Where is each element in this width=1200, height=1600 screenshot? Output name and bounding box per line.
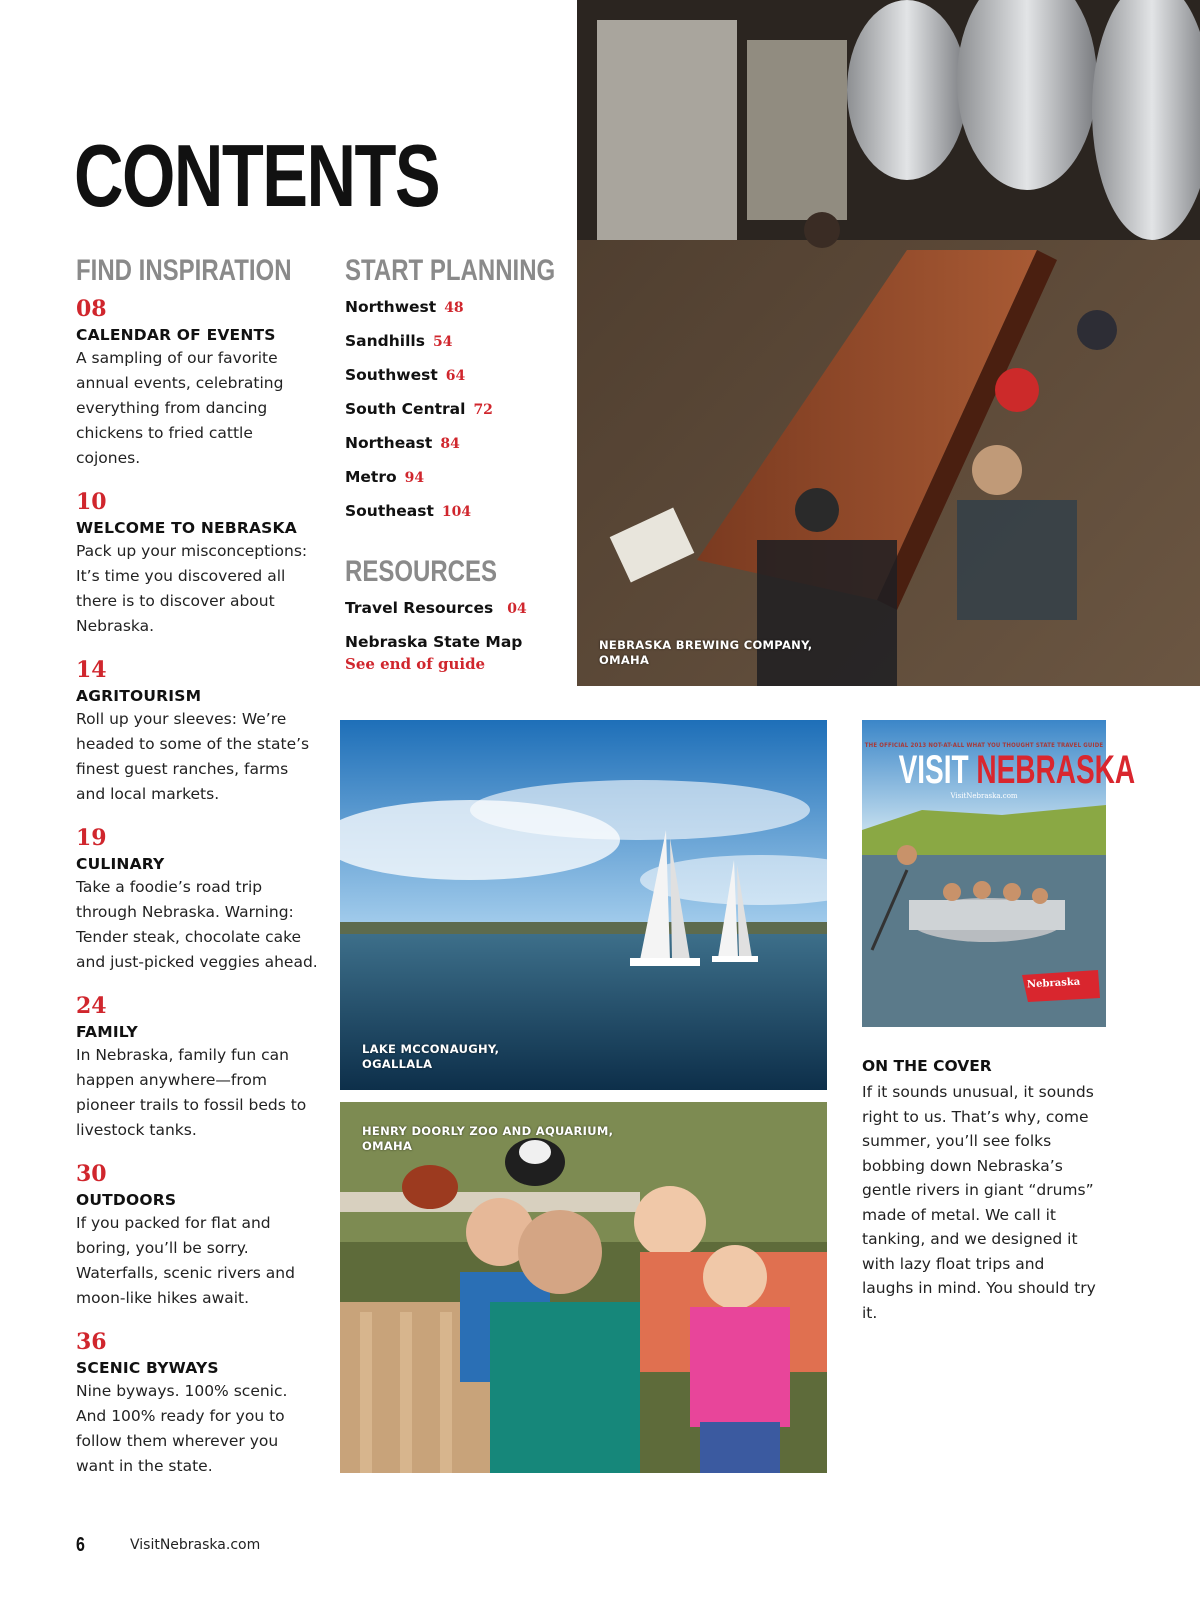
- region-link-south-central[interactable]: [345, 398, 493, 421]
- region-name: Sandhills: [345, 332, 425, 350]
- caption-line: OGALLALA: [362, 1057, 433, 1071]
- entry-title: CALENDAR OF EVENTS: [76, 326, 276, 344]
- region-link-sandhills[interactable]: [345, 330, 452, 353]
- cover-tagline: THE OFFICIAL 2013 NOT-AT-ALL WHAT YOU THOUGHT STATE TRAVEL GUIDE: [864, 742, 1104, 749]
- entry-description: If you packed for flat and boring, you’ll be sorry. Waterfalls, scenic rivers and moon-like hikes await.: [76, 1214, 295, 1307]
- region-page-number: 94: [404, 470, 425, 486]
- entry-description: Roll up your sleeves: We’re headed to some of the state’s finest guest ranches, farms and local markets.: [76, 710, 310, 803]
- travel-resources-link[interactable]: [345, 597, 527, 620]
- region-page-number: 54: [432, 334, 453, 350]
- on-the-cover-description: If it sounds unusual, it sounds right to us. That’s why, come summer, you’ll see folks bobbing down Nebraska’s gentle rivers in giant “drums” made of metal. We call it tanking, and we designed it with lazy float trips and laughs in mind. You should try it.: [862, 1083, 1096, 1322]
- zoo-photo-caption: [362, 1124, 613, 1154]
- region-page-number: 84: [440, 436, 460, 452]
- caption-line: OMAHA: [362, 1139, 413, 1153]
- region-name: Northeast: [345, 434, 433, 452]
- region-name: Southwest: [345, 366, 438, 384]
- entry-page-number: 36: [76, 1329, 107, 1355]
- entry-page-number: 30: [76, 1161, 107, 1187]
- entry-description: In Nebraska, family fun can happen anywhere—from pioneer trails to fossil beds to livestock tanks.: [76, 1046, 307, 1139]
- page-title: CONTENTS: [74, 126, 440, 225]
- zoo-scene-illustration: [340, 1102, 827, 1473]
- state-map-link[interactable]: [345, 631, 522, 675]
- resources-heading: RESOURCES: [345, 555, 498, 588]
- region-name: South Central: [345, 400, 466, 418]
- toc-entry-agritourism[interactable]: [76, 657, 321, 807]
- toc-entry-culinary[interactable]: [76, 825, 321, 975]
- caption-line: NEBRASKA BREWING COMPANY,: [599, 638, 813, 652]
- region-name: Northwest: [345, 298, 437, 316]
- entry-page-number: 10: [76, 489, 107, 515]
- caption-line: OMAHA: [599, 653, 650, 667]
- entry-page-number: 14: [76, 657, 107, 683]
- region-name: Southeast: [345, 502, 434, 520]
- region-page-number: 48: [444, 300, 464, 316]
- entry-title: OUTDOORS: [76, 1191, 177, 1209]
- cover-masthead: [898, 748, 1136, 792]
- entry-page-number: 19: [76, 825, 107, 851]
- region-link-southeast[interactable]: [345, 500, 471, 523]
- toc-entry-family[interactable]: [76, 993, 321, 1143]
- region-page-number: 104: [441, 504, 472, 520]
- entry-title: FAMILY: [76, 1023, 138, 1041]
- resource-note: See end of guide: [345, 655, 486, 673]
- region-name: Metro: [345, 468, 397, 486]
- region-link-northwest[interactable]: [345, 296, 464, 319]
- caption-line: LAKE MCCONAUGHY,: [362, 1042, 500, 1056]
- toc-entry-calendar[interactable]: [76, 296, 321, 471]
- resource-page-number: 04: [507, 601, 527, 617]
- entry-title: AGRITOURISM: [76, 687, 202, 705]
- toc-entry-scenic-byways[interactable]: [76, 1329, 321, 1479]
- start-planning-heading: START PLANNING: [345, 254, 556, 287]
- entry-description: Take a foodie’s road trip through Nebraska. Warning: Tender steak, chocolate cake and just-picked veggies ahead.: [76, 878, 318, 971]
- henry-doorly-zoo-photo: [340, 1102, 827, 1473]
- lake-scene-illustration: [340, 720, 827, 1090]
- lake-photo-caption: [362, 1042, 499, 1072]
- toc-entry-outdoors[interactable]: [76, 1161, 321, 1311]
- entry-title: WELCOME TO NEBRASKA: [76, 519, 297, 537]
- cover-url: VisitNebraska.com: [950, 792, 1018, 800]
- entry-description: Nine byways. 100% scenic. And 100% ready for you to follow them wherever you want in the state.: [76, 1382, 288, 1475]
- entry-title: SCENIC BYWAYS: [76, 1359, 219, 1377]
- brewing-company-photo: [577, 0, 1200, 686]
- brewing-photo-caption: [599, 638, 812, 668]
- find-inspiration-heading: FIND INSPIRATION: [76, 254, 292, 287]
- on-the-cover-heading: ON THE COVER: [862, 1057, 992, 1075]
- region-page-number: 64: [445, 368, 466, 384]
- entry-description: Pack up your misconceptions: It’s time you discovered all there is to discover about Nebraska.: [76, 542, 308, 635]
- region-link-metro[interactable]: [345, 466, 424, 489]
- entry-page-number: 24: [76, 993, 107, 1019]
- brewing-scene-illustration: [577, 0, 1200, 686]
- entry-description: A sampling of our favorite annual events, celebrating everything from dancing chickens to fried cattle cojones.: [76, 349, 284, 467]
- region-page-number: 72: [473, 402, 493, 418]
- cover-nebraska-word: NEBRASKA: [976, 748, 1136, 792]
- resource-name: Nebraska State Map: [345, 633, 523, 651]
- region-link-southwest[interactable]: [345, 364, 465, 387]
- resource-name: Travel Resources: [345, 599, 494, 617]
- entry-page-number: 08: [76, 296, 107, 322]
- footer-url[interactable]: VisitNebraska.com: [130, 1537, 261, 1553]
- guide-cover-thumbnail[interactable]: [862, 720, 1136, 1027]
- cover-badge: Nebraska: [1026, 976, 1081, 991]
- entry-title: CULINARY: [76, 855, 165, 873]
- caption-line: HENRY DOORLY ZOO AND AQUARIUM,: [362, 1124, 614, 1138]
- region-link-northeast[interactable]: [345, 432, 460, 455]
- cover-visit-word: VISIT: [898, 748, 969, 792]
- lake-mcconaughy-photo: [340, 720, 827, 1090]
- footer-page-number: 6: [76, 1534, 85, 1556]
- toc-entry-welcome[interactable]: [76, 489, 321, 639]
